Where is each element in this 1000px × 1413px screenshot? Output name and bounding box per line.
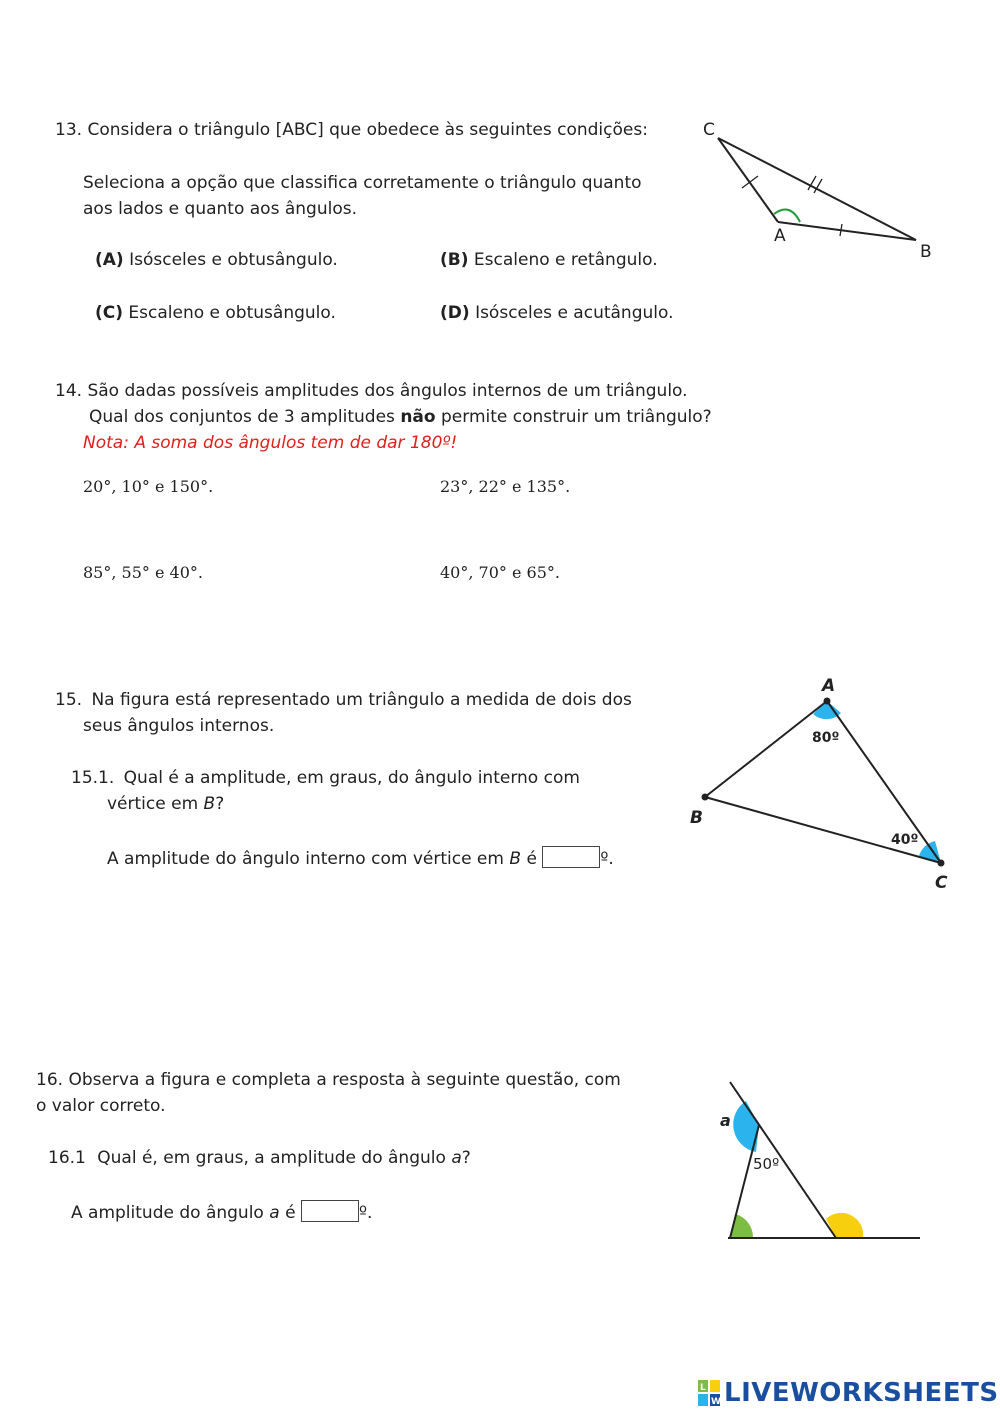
q13-option-c-text: Escaleno e obtusângulo.	[128, 303, 336, 323]
q16-label-a: a	[720, 1111, 731, 1130]
q15-label-b: B	[690, 808, 703, 828]
q16-answer-line	[71, 1200, 372, 1223]
q15-angle-a: 80º	[812, 730, 840, 746]
q13-option-c-letter: (C)	[95, 303, 124, 323]
q13-label-c: C	[703, 120, 715, 140]
q15-triangle-figure	[685, 670, 965, 900]
q15-1-line2-after: ?	[215, 794, 225, 814]
q13-statement	[55, 120, 648, 140]
q15-line1	[55, 690, 632, 710]
q15-1-line2-before: vértice em	[107, 794, 199, 814]
q16-answer-var: a	[269, 1203, 280, 1223]
q15-answer-var: B	[509, 849, 522, 869]
q15-line1-text: Na figura está representado um triângulo a medida de dois dos	[91, 690, 632, 710]
q14-line2-before: Qual dos conjuntos de 3 amplitudes	[89, 407, 395, 427]
q13-triangle-figure	[690, 110, 950, 270]
q15-1-line2-var: B	[203, 794, 216, 814]
q16-answer-after: º.	[358, 1203, 373, 1223]
liveworksheets-logo-icon	[698, 1380, 722, 1408]
q14-option-3[interactable]: 85°, 55° e 40°.	[83, 563, 203, 582]
q15-answer-after: º.	[600, 849, 614, 869]
q14-option-1[interactable]: 20°, 10° e 150°.	[83, 477, 214, 496]
q15-answer-before: A amplitude do ângulo interno com vértice em	[107, 849, 504, 869]
q13-option-a[interactable]	[95, 250, 338, 270]
q14-line1	[55, 381, 688, 401]
q16-1-var: a	[451, 1148, 462, 1168]
q15-angle-c: 40º	[891, 832, 919, 848]
q15-label-a: A	[822, 676, 836, 696]
liveworksheets-logo	[698, 1378, 999, 1408]
q16-answer-mid: é	[285, 1203, 296, 1223]
q14-option-2[interactable]: 23°, 22° e 135°.	[440, 477, 571, 496]
q13-label-a: A	[774, 226, 786, 246]
q16-line2: o valor correto.	[36, 1096, 166, 1116]
q13-option-b-letter: (B)	[440, 250, 469, 270]
q16-1-text-before: Qual é, em graus, a amplitude do ângulo	[97, 1148, 446, 1168]
q13-option-d-letter: (D)	[440, 303, 470, 323]
q14-line2-bold: não	[400, 407, 436, 427]
q15-line2: seus ângulos internos.	[83, 716, 275, 736]
q14-option-4[interactable]: 40°, 70° e 65°.	[440, 563, 560, 582]
q14-number: 14.	[55, 381, 83, 401]
q15-1-line1	[71, 768, 580, 788]
q16-triangle-figure	[700, 1070, 930, 1250]
q16-line1: 16. Observa a figura e completa a resposta à seguinte questão, com	[36, 1070, 621, 1090]
q14-line1-text: São dadas possíveis amplitudes dos ângulos internos de um triângulo.	[87, 381, 688, 401]
q15-1-number: 15.1.	[71, 768, 115, 788]
q15-1-line1-text: Qual é a amplitude, em graus, do ângulo interno com	[123, 768, 580, 788]
q15-answer-line	[107, 846, 614, 869]
q14-line2-after: permite construir um triângulo?	[441, 407, 712, 427]
q16-angle-label: 50º	[753, 1155, 780, 1173]
q16-answer-input[interactable]	[301, 1200, 359, 1222]
q13-label-b: B	[920, 242, 932, 262]
q15-1-line2	[107, 794, 224, 814]
q16-1-number: 16.1	[48, 1148, 86, 1168]
q16-answer-before: A amplitude do ângulo	[71, 1203, 264, 1223]
q14-line2	[89, 407, 712, 427]
q13-option-b[interactable]	[440, 250, 658, 270]
q15-answer-mid: é	[526, 849, 537, 869]
q13-option-d-text: Isósceles e acutângulo.	[475, 303, 674, 323]
q13-option-b-text: Escaleno e retângulo.	[473, 250, 658, 270]
logo-letter-w: W	[711, 1397, 721, 1407]
q15-number: 15.	[55, 690, 83, 710]
q15-answer-input[interactable]	[542, 846, 600, 868]
q13-option-d[interactable]	[440, 303, 674, 323]
q16-1-line	[48, 1148, 471, 1168]
q13-option-a-text: Isósceles e obtusângulo.	[129, 250, 338, 270]
q13-statement-text: Considera o triângulo [ABC] que obedece às seguintes condições:	[87, 120, 648, 140]
q13-number: 13.	[55, 120, 83, 140]
q16-1-text-after: ?	[461, 1148, 471, 1168]
q15-label-c: C	[935, 873, 948, 893]
q13-option-a-letter: (A)	[95, 250, 124, 270]
q14-note: Nota: A soma dos ângulos tem de dar 180º!	[83, 433, 458, 453]
logo-letter-l: L	[700, 1383, 706, 1393]
q13-instruction-line2: aos lados e quanto aos ângulos.	[83, 199, 357, 219]
q13-option-c[interactable]	[95, 303, 336, 323]
brand-text: LIVEWORKSHEETS	[724, 1378, 999, 1408]
q13-instruction-line1: Seleciona a opção que classifica corretamente o triângulo quanto	[83, 173, 642, 193]
